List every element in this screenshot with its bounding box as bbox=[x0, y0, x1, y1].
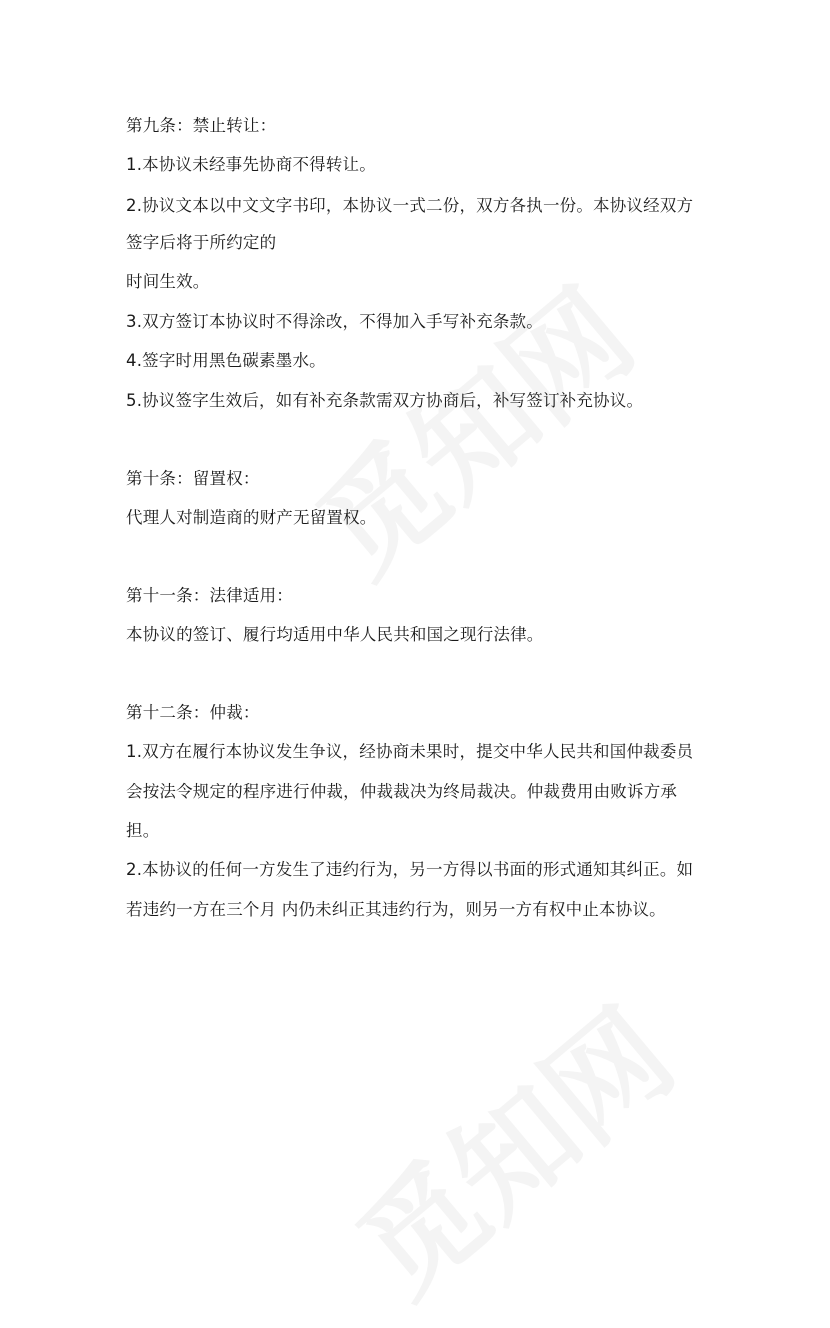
article-11-body: 本协议的签订、履行均适用中华人民共和国之现行法律。 bbox=[126, 625, 544, 644]
article-9-item-2-cont: 签字后将于所约定的 bbox=[126, 233, 277, 252]
article-9-item-1: 1.本协议未经事先协商不得转让。 bbox=[126, 155, 376, 174]
article-9-item-4: 4.签字时用黑色碳素墨水。 bbox=[126, 351, 326, 370]
article-10-body: 代理人对制造商的财产无留置权。 bbox=[126, 508, 377, 527]
article-12-item-2: 2.本协议的任何一方发生了违约行为，另一方得以书面的形式通知其纠正。如 bbox=[126, 860, 694, 879]
article-9-item-5: 5.协议签字生效后，如有补充条款需双方协商后，补写签订补充协议。 bbox=[126, 391, 644, 410]
article-11-heading: 第十一条：法律适用： bbox=[126, 586, 293, 605]
article-10-heading: 第十条：留置权： bbox=[126, 469, 260, 488]
article-12-item-1-cont: 担。 bbox=[126, 821, 160, 840]
article-12-heading: 第十二条：仲裁： bbox=[126, 703, 260, 722]
article-12-item-1-cont: 会按法令规定的程序进行仲裁，仲裁裁决为终局裁决。仲裁费用由败诉方承 bbox=[126, 782, 678, 801]
article-9-item-2: 2.协议文本以中文文字书印，本协议一式二份，双方各执一份。本协议经双方 bbox=[126, 196, 694, 215]
watermark-logo bbox=[277, 244, 663, 607]
article-12-item-1: 1.双方在履行本协议发生争议，经协商未果时，提交中华人民共和国仲裁委员 bbox=[126, 742, 694, 761]
article-9-heading: 第九条：禁止转让： bbox=[126, 116, 277, 135]
watermark-logo bbox=[317, 964, 703, 1327]
article-12-item-2-cont: 若违约一方在三个月 内仍未纠正其违约行为，则另一方有权中止本协议。 bbox=[126, 900, 666, 919]
article-9-item-2-cont: 时间生效。 bbox=[126, 272, 210, 291]
article-9-item-3: 3.双方签订本协议时不得涂改，不得加入手写补充条款。 bbox=[126, 312, 543, 331]
